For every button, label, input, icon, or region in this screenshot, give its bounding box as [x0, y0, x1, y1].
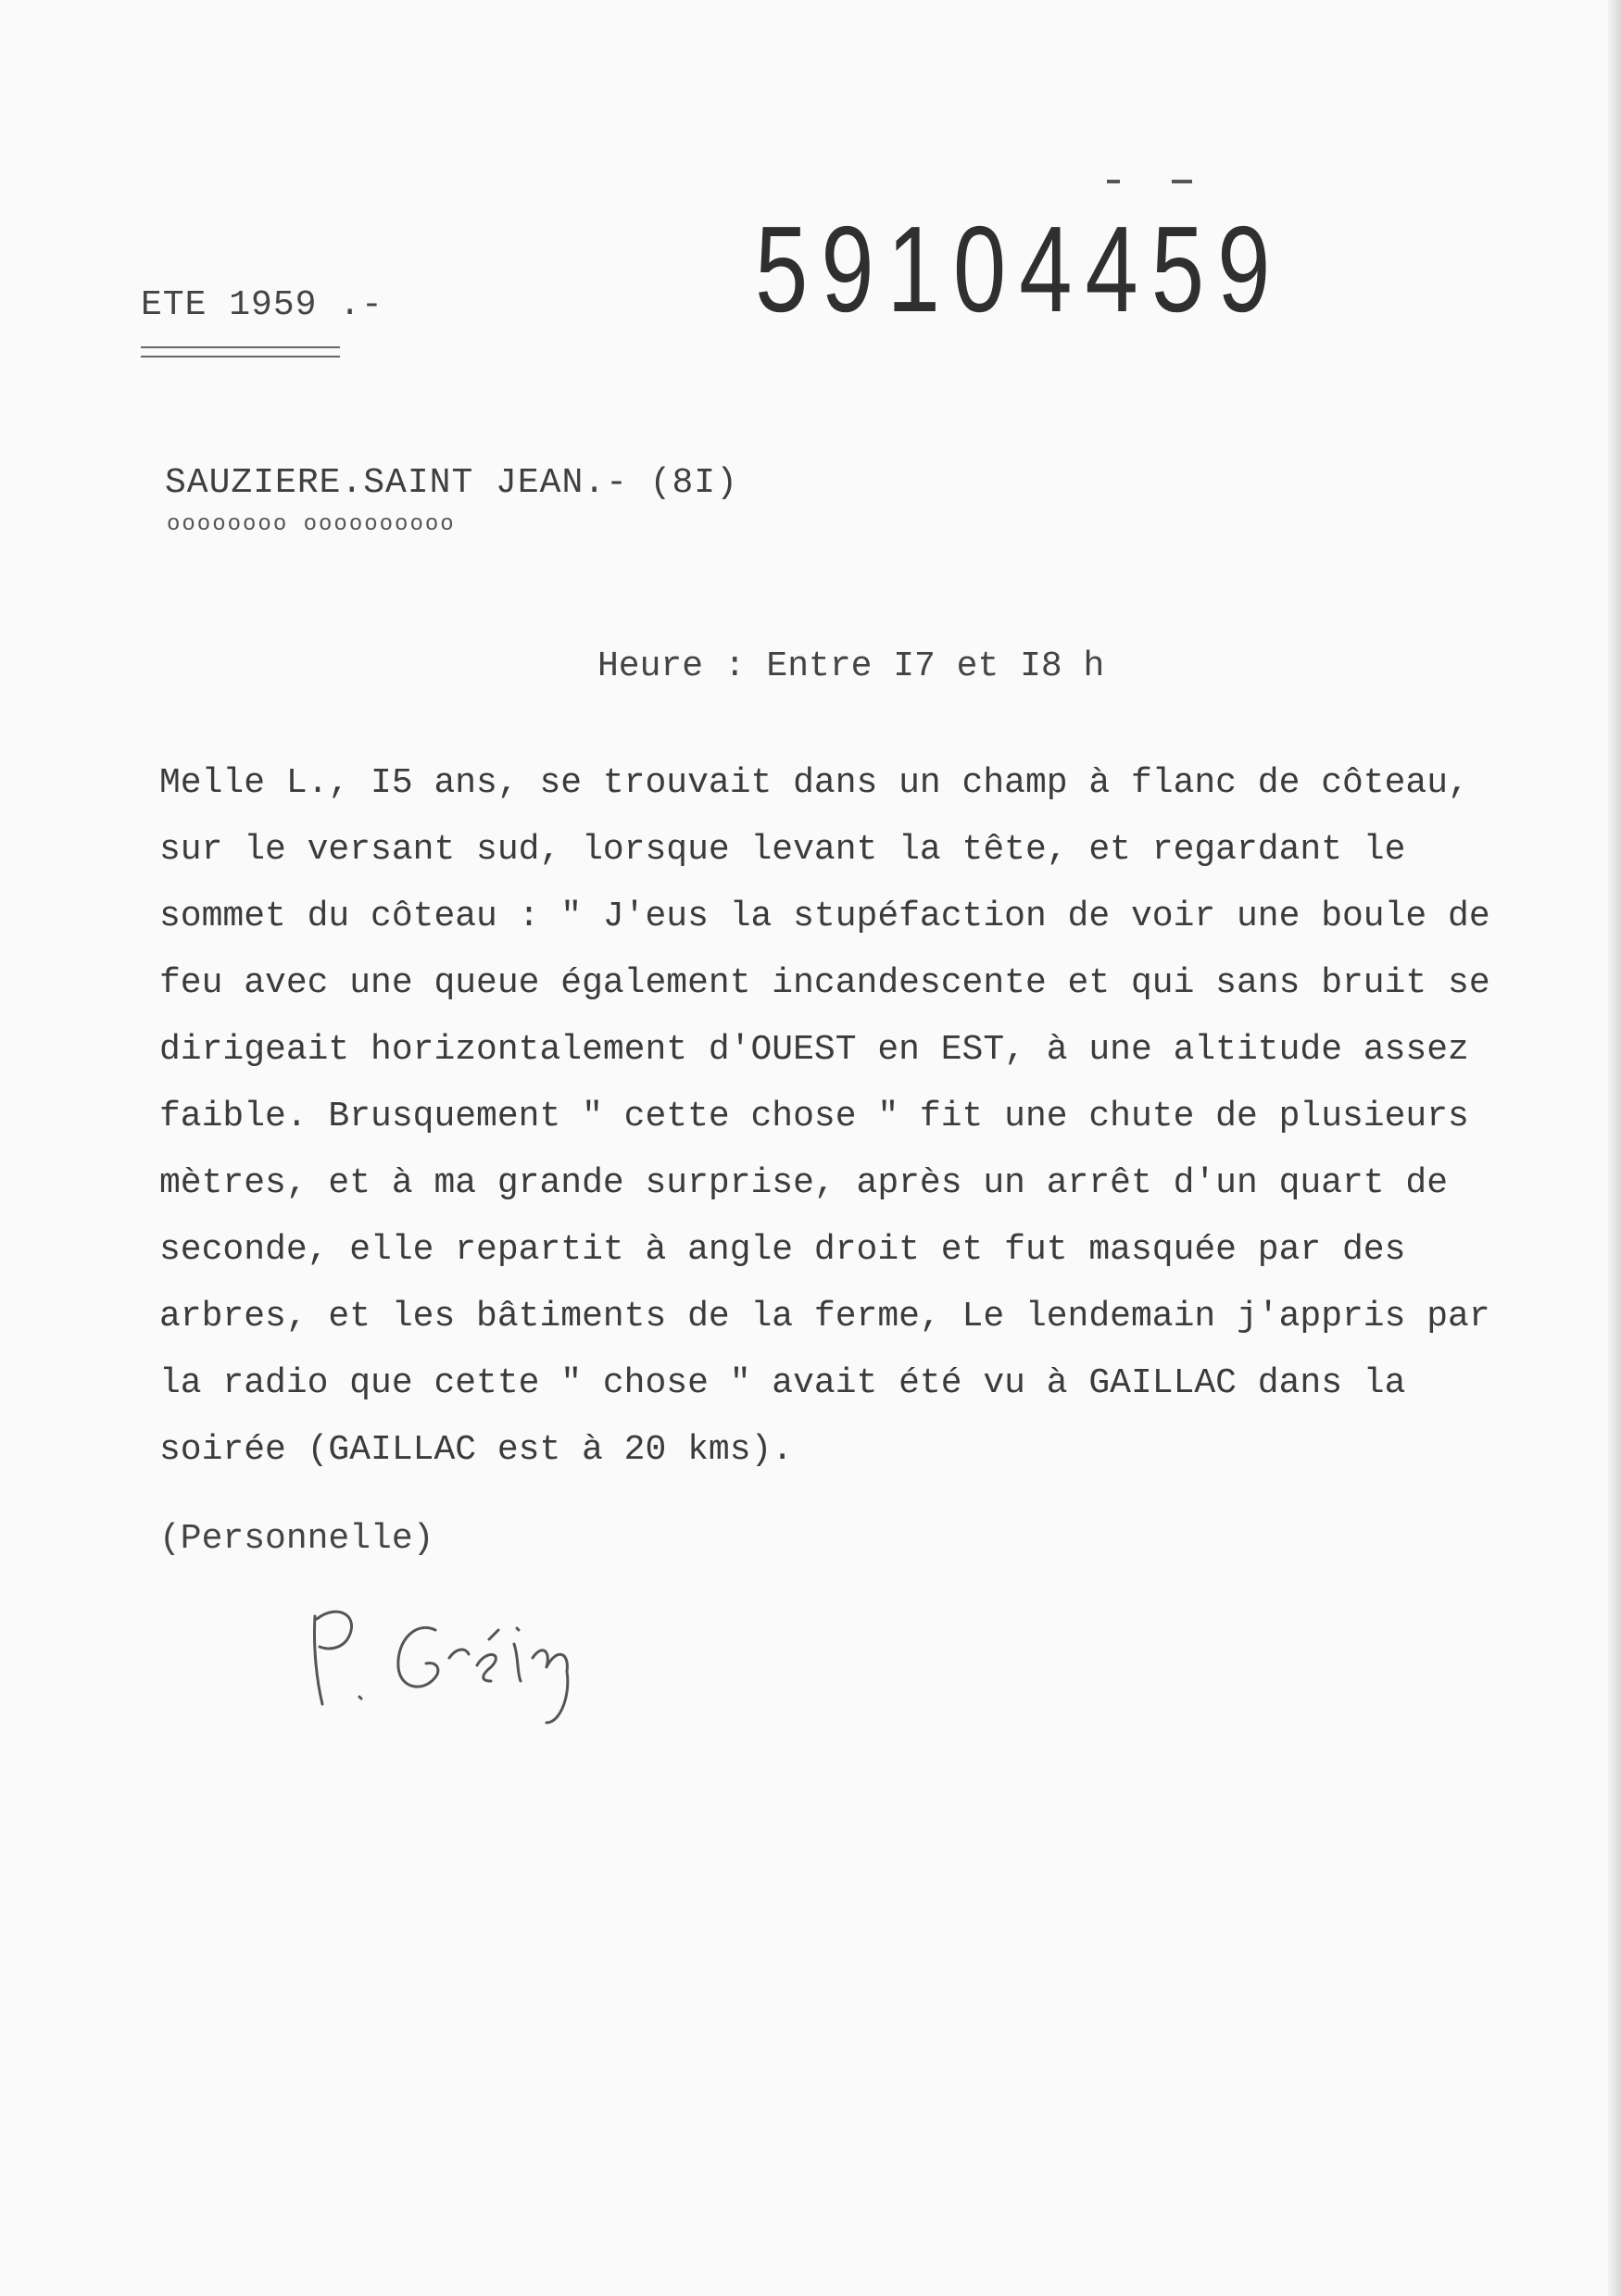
- narrative-line: feu avec une queue également incandescente et qui sans bruit se: [159, 963, 1490, 1003]
- location-heading: SAUZIERE.SAINT JEAN.- (8I): [165, 463, 738, 503]
- narrative-line: Melle L., I5 ans, se trouvait dans un champ à flanc de côteau,: [159, 763, 1469, 803]
- period-heading: ETE 1959 .-: [141, 285, 383, 325]
- source-note: (Personnelle): [159, 1519, 434, 1559]
- narrative-line: mètres, et à ma grande surprise, après un arrêt d'un quart de: [159, 1163, 1449, 1203]
- page-edge: [1608, 0, 1621, 2296]
- dash-marks: [1107, 174, 1209, 187]
- narrative-line: arbres, et les bâtiments de la ferme, Le lendemain j'appris par: [159, 1297, 1490, 1336]
- time-line: Heure : Entre I7 et I8 h: [597, 646, 1105, 686]
- narrative-line: soirée (GAILLAC est à 20 kms).: [159, 1430, 794, 1470]
- narrative-line: sommet du côteau : " J'eus la stupéfaction de voir une boule de: [159, 897, 1490, 936]
- period-underline: [141, 346, 340, 358]
- reference-number: 59104459: [755, 201, 1284, 337]
- narrative-line: dirigeait horizontalement d'OUEST en EST, à une altitude assez: [159, 1030, 1469, 1070]
- narrative-text: [159, 750, 1549, 1484]
- narrative-line: faible. Brusquement " cette chose " fit une chute de plusieurs: [159, 1097, 1469, 1136]
- narrative-line: sur le versant sud, lorsque levant la tête, et regardant le: [159, 830, 1406, 870]
- location-underline: oooooooo oooooooooo: [167, 512, 456, 537]
- handwritten-signature: [296, 1593, 685, 1732]
- narrative-line: la radio que cette " chose " avait été vu à GAILLAC dans la: [159, 1363, 1406, 1403]
- narrative-line: seconde, elle repartit à angle droit et fut masquée par des: [159, 1230, 1406, 1270]
